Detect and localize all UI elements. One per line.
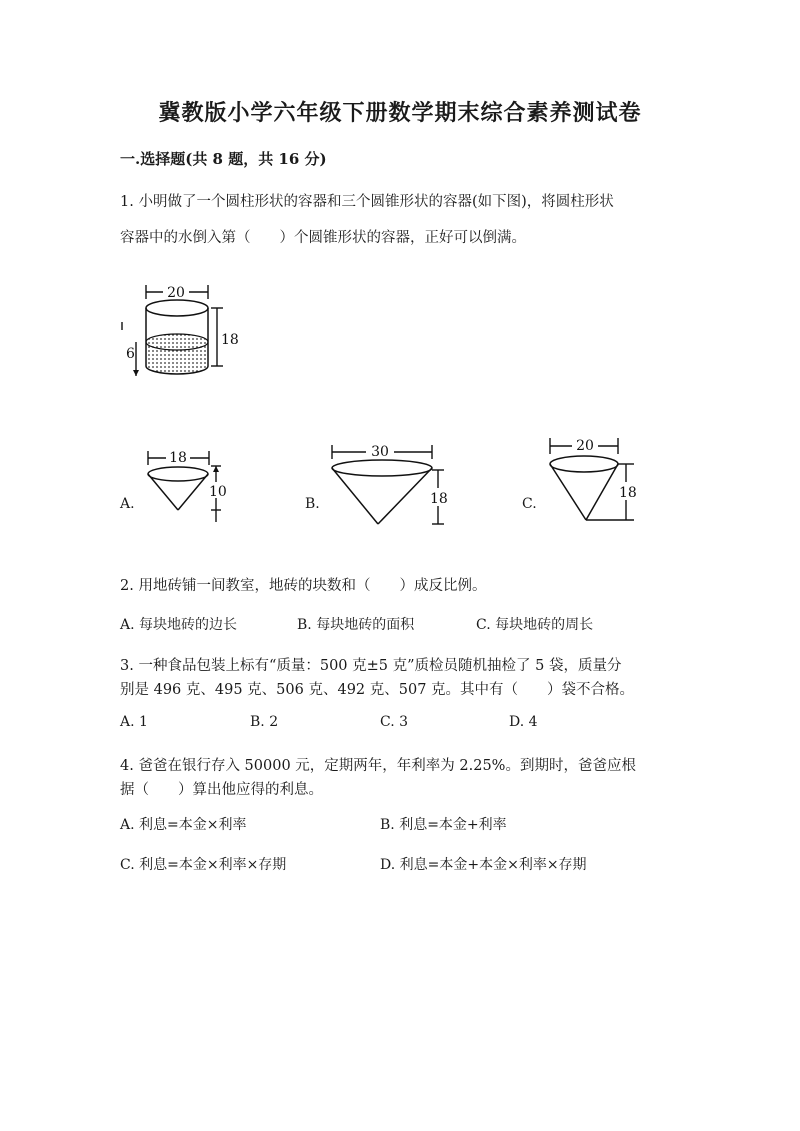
water-height-label: 6: [126, 346, 135, 362]
question-3-option-b: B. 2: [250, 714, 279, 730]
cylinder-diameter-label: 20: [167, 285, 185, 301]
question-4-option-c: C. 利息=本金×利率×存期: [120, 857, 287, 873]
question-1-line-1: 1. 小明做了一个圆柱形状的容器和三个圆锥形状的容器(如下图)，将圆柱形状: [120, 194, 614, 210]
question-2-option-c: C. 每块地砖的周长: [476, 617, 594, 633]
cone-b-diameter-label: 30: [371, 444, 389, 460]
cone-b-height-label: 18: [430, 491, 448, 507]
cone-b-figure: [320, 440, 460, 532]
question-3-option-a: A. 1: [120, 714, 148, 730]
question-4-line-2: 据（ ）算出他应得的利息。: [120, 782, 323, 798]
question-4-option-b: B. 利息=本金+利率: [380, 817, 507, 833]
question-3-option-d: D. 4: [509, 714, 538, 730]
cone-c-diameter-label: 20: [576, 438, 594, 454]
cone-a-option: A.: [120, 496, 135, 512]
section-heading: 一.选择题(共 8 题，共 16 分): [120, 150, 327, 168]
question-4-option-a: A. 利息=本金×利率: [120, 817, 247, 833]
cone-a-figure: [120, 446, 240, 528]
question-4-option-d: D. 利息=本金+本金×利率×存期: [380, 857, 587, 873]
cone-c-option: C.: [522, 496, 537, 512]
question-2-option-a: A. 每块地砖的边长: [120, 617, 238, 633]
question-3-option-c: C. 3: [380, 714, 409, 730]
cone-c-figure: [540, 430, 650, 526]
cone-a-diameter-label: 18: [169, 450, 187, 466]
question-4-line-1: 4. 爸爸在银行存入 50000 元，定期两年，年利率为 2.25%。到期时，爸爸应根: [120, 758, 636, 774]
question-2-option-b: B. 每块地砖的面积: [297, 617, 415, 633]
page-title: 冀教版小学六年级下册数学期末综合素养测试卷: [158, 100, 642, 126]
cylinder-height-label: 18: [221, 332, 239, 348]
cone-a-height-label: 10: [209, 484, 227, 500]
question-2-stem: 2. 用地砖铺一间教室，地砖的块数和（ ）成反比例。: [120, 578, 487, 594]
question-1-line-2: 容器中的水倒入第（ ）个圆锥形状的容器，正好可以倒满。: [120, 230, 526, 246]
cone-b-option: B.: [305, 496, 320, 512]
cylinder-figure: [120, 278, 250, 388]
cone-c-height-label: 18: [619, 485, 637, 501]
question-3-line-1: 3. 一种食品包装上标有“质量：500 克±5 克”质检员随机抽检了 5 袋，质量分: [120, 658, 622, 674]
question-3-line-2: 别是 496 克、495 克、506 克、492 克、507 克。其中有（ ）袋不合格。: [120, 682, 635, 698]
